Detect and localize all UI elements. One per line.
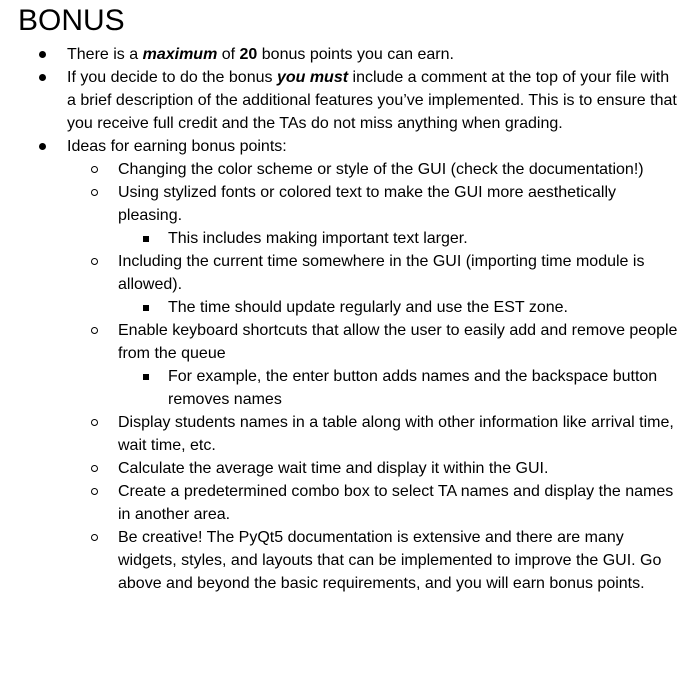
bullet-square-icon <box>143 305 149 311</box>
idea-item-current-time: Including the current time somewhere in the GUI (importing time module is allowed). <box>118 250 678 296</box>
idea-item-stylized-fonts: Using stylized fonts or colored text to make the GUI more aesthetically pleasing. <box>118 181 678 227</box>
idea-item-keyboard-shortcuts: Enable keyboard shortcuts that allow the user to easily add and remove people from the queue <box>118 319 678 365</box>
emphasis-maximum: maximum <box>142 46 218 63</box>
bullet-disc-icon <box>39 143 46 150</box>
idea-item-average-wait: Calculate the average wait time and display it within the GUI. <box>118 457 678 480</box>
bullet-circle-icon <box>91 258 98 265</box>
bullet-circle-icon <box>91 327 98 334</box>
sub-idea-est-zone: The time should update regularly and use the EST zone. <box>168 296 678 319</box>
idea-item-be-creative: Be creative! The PyQt5 documentation is extensive and there are many widgets, styles, and layouts that can be implemented to improve the GUI. Go above and beyond the basic requirements, and you will earn bonus points. <box>118 526 678 595</box>
sub-idea-larger-text: This includes making important text larger. <box>168 227 678 250</box>
points-number: 20 <box>239 46 258 63</box>
emphasis-you-must: you must <box>276 69 349 86</box>
bullet-circle-icon <box>91 419 98 426</box>
bullet-circle-icon <box>91 534 98 541</box>
bullet-square-icon <box>143 236 149 242</box>
list-item-comment-requirement: If you decide to do the bonus you must include a comment at the top of your file with a brief description of the additional features you’ve implemented. This is to ensure that you receive full credit and the TAs do not miss anything when grading. <box>67 66 677 135</box>
bullet-circle-icon <box>91 166 98 173</box>
bullet-circle-icon <box>91 189 98 196</box>
bullet-disc-icon <box>39 51 46 58</box>
list-item-max-points: There is a maximum of 20 bonus points you can earn. <box>67 43 677 66</box>
bullet-circle-icon <box>91 488 98 495</box>
page-title: BONUS <box>18 4 125 37</box>
idea-item-combo-box: Create a predetermined combo box to select TA names and display the names in another area. <box>118 480 678 526</box>
sub-idea-enter-backspace: For example, the enter button adds names and the backspace button removes names <box>168 365 678 411</box>
idea-item-color-scheme: Changing the color scheme or style of the GUI (check the documentation!) <box>118 158 678 181</box>
bullet-square-icon <box>143 374 149 380</box>
bonus-list <box>0 43 700 595</box>
bullet-circle-icon <box>91 465 98 472</box>
bullet-disc-icon <box>39 74 46 81</box>
idea-item-table-display: Display students names in a table along with other information like arrival time, wait time, etc. <box>118 411 678 457</box>
list-item-ideas: Ideas for earning bonus points: <box>67 135 677 158</box>
